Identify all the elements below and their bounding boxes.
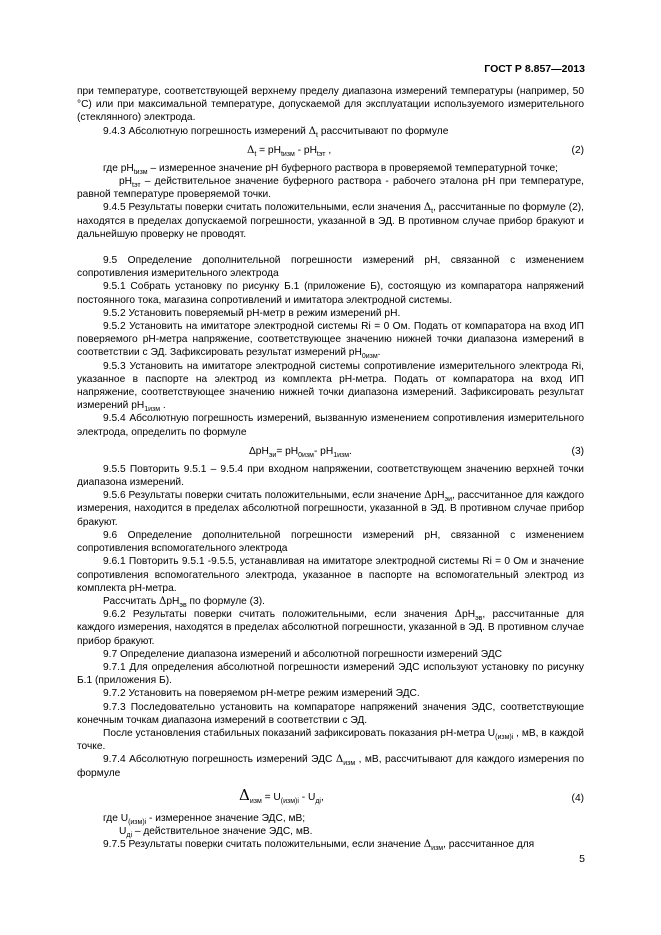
paragraph: 9.6.1 Повторить 9.5.1 -9.5.5, устанавливая на имитаторе электродной системы Ri = 0 Ом и значение сопротивления вспомогательного электрода, указанное в паспорте на вспомогательный электрод из комплекта pH-метра. bbox=[77, 556, 584, 594]
paragraph: 9.7.3 Последовательно установить на компараторе напряжений значения ЭДС, соответствующие конечным точкам диапазона измерений в соответствии с ЭД. bbox=[77, 701, 584, 726]
paragraph: 9.5.4 Абсолютную погрешность измерений, вызванную изменением сопротивления измерительного электрода, определить по формуле bbox=[77, 413, 584, 438]
formula-number: (2) bbox=[571, 144, 584, 156]
paragraph: 9.5.3 Установить на имитаторе электродной системы сопротивление измерительного электрода Ri, указанное в паспорте на электрод из комплекта pH-метра. Подать от компаратора на вход ИП напряжение, соответствующее значению нижней точки диапазона измерений. Зафиксировать результат измерений $pH_{1изм}$ . bbox=[77, 360, 584, 414]
paragraph: 9.4.3 Абсолютную погрешность измерений $\Delta_t$ рассчитывают по формуле bbox=[103, 125, 449, 139]
formula-number: (4) bbox=[571, 792, 584, 804]
paragraph: 9.7.4 Абсолютную погрешность измерений ЭДС $\Delta_{изм}$ , мВ, рассчитывают для каждого измерения по формуле bbox=[77, 754, 584, 779]
paragraph: 9.5.1 Собрать установку по рисунку Б.1 (приложение Б), состоящую из компаратора напряжений постоянного тока, магазина сопротивлений и имитатора электродной системы. bbox=[77, 281, 584, 306]
paragraph: 9.6.2 Результаты поверки считать положительными, если значения ΔpH$_{эв}$, рассчитанные для каждого измерения, находятся в пределах абсолютной погрешности, указанной в ЭД. В противном случае прибор бракуют. bbox=[77, 609, 584, 647]
paragraph: 9.7.1 Для определения абсолютной погрешности измерений ЭДС используют установку по рисунку Б.1 (приложения Б). bbox=[77, 661, 584, 687]
formula-text: $\Delta_t = pH_{tизм} - pH_{tэт}$ , bbox=[247, 144, 332, 158]
formula-2 bbox=[77, 141, 584, 159]
paragraph: 9.5.2 Установить на имитаторе электродной системы Ri = 0 Ом. Подать от компаратора на вход ИП поверяемого pH-метра напряжение, соответствующее значению нижней точки диапазона измерений в соответствии с ЭД. Зафиксировать результат измерений $pH_{0изм}$. bbox=[77, 321, 584, 361]
formula-number: (3) bbox=[571, 445, 584, 457]
section-heading: 9.7 Определение диапазона измерений и абсолютной погрешности измерений ЭДС bbox=[103, 648, 502, 660]
paragraph: 9.5.2 Установить поверяемый pH-метр в режим измерений pH. bbox=[103, 307, 401, 319]
paragraph: где $U_{(изм)i}$ - измеренное значение ЭДС, мВ; bbox=[103, 812, 306, 826]
paragraph: 9.7.2 Установить на поверяемом pH-метре режим измерений ЭДС. bbox=[103, 688, 420, 700]
paragraph: 9.4.5 Результаты поверки считать положительными, если значения $\Delta_t$, рассчитанные по формуле (2), находятся в пределах допускаемой погрешности, указанной в ЭД. В противном случае прибор бракуют и дальнейшую проверку не проводят. bbox=[77, 202, 584, 240]
formula-4 bbox=[77, 783, 584, 809]
paragraph: 9.5.6 Результаты поверки считать положительными, если значение ΔpH$_{эи}$, рассчитанное для каждого измерения, находится в пределах абсолютной погрешности, указанной в ЭД. В противном случае прибор бракуют. bbox=[77, 490, 584, 528]
paragraph: при температуре, соответствующей верхнему пределу диапазона измерений температуры (например, 50 °С) или при максимальной температуре, допускаемой для эксплуатации используемого измерительного (стеклянного) электрода. bbox=[77, 86, 584, 124]
section-heading: 9.6 Определение дополнительной погрешности измерений pH, связанной с изменением сопротивления вспомогательного электрода bbox=[77, 529, 584, 555]
document-header: ГОСТ Р 8.857—2013 bbox=[484, 63, 585, 75]
paragraph: где $pH_{tизм}$ – измеренное значение pH буферного раствора в проверяемой температурной точке; bbox=[103, 162, 559, 176]
paragraph: Рассчитать ΔpH$_{эв}$ по формуле (3). bbox=[103, 595, 265, 609]
section-heading: 9.5 Определение дополнительной погрешности измерений pH, связанной с изменением сопротивления измерительного электрода bbox=[77, 255, 584, 280]
paragraph: $U_{дi}$ – действительное значение ЭДС, мВ. bbox=[119, 825, 313, 839]
document-body bbox=[77, 85, 584, 851]
paragraph: 9.5.5 Повторить 9.5.1 – 9.5.4 при входном напряжении, соответствующем значению верхней точки диапазона измерений. bbox=[77, 463, 584, 489]
formula-3 bbox=[77, 442, 584, 460]
page-number: 5 bbox=[579, 853, 585, 865]
paragraph: 9.7.5 Результаты поверки считать положительными, если значение $\Delta_{изм}$, рассчитанное для bbox=[103, 839, 535, 853]
formula-text: $\Delta_{изм} = U_{(изм)i} - U_{дi}$, bbox=[239, 785, 324, 805]
paragraph: $pH_{tэт}$ – действительное значение буферного раствора - рабочего эталона pH при температуре, равной температуре проверяемой точки. bbox=[77, 176, 584, 201]
formula-text: $\Delta pH_{эи}= pH_{0изм}-$ $pH_{1изм}$. bbox=[249, 445, 352, 459]
paragraph: После установления стабильных показаний зафиксировать показания pH-метра $U_{(изм)i}$ , мВ, в каждой точке. bbox=[77, 727, 585, 753]
